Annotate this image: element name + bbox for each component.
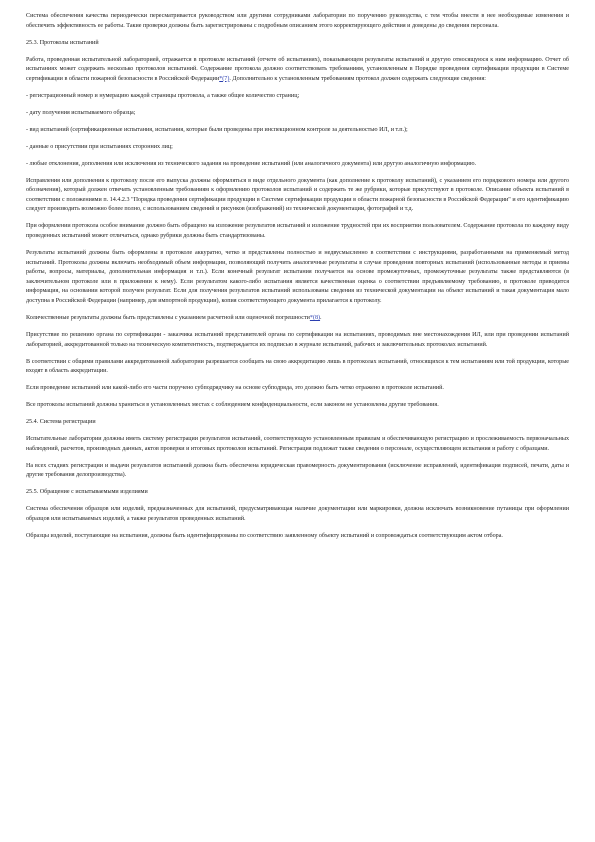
section-heading-25-3: 25.3. Протоколы испытаний [26,39,99,46]
paragraph-test-results: Результаты испытаний должны быть оформлены в протоколе аккуратно, четко и представлены полностью и недвусмысленно в соответствии с инструкциями, разработанными на применяемый метод испытаний. Протоколы должны включать необходимый объем информации, позволяющий получить аналогичные результаты в случае проведения повторных испытаний (использованные методы и приемы работы, вопросы, материалы, дополнительная информация и т.п.). Если конечный результат испытания получается на основе промежуточных, промежуточные результаты также представляются (в заключительном протоколе или в приложении к нему). Если результатом какого-либо испытания является качественная оценка о соответствии предъявляемому требованию, в протоколе приводится информация, на основании которой получен результат. Если для получения результатов испытаний использованы сведения из технической документации на объект испытаний и такая документация мало доступна в Российской Федерации (например, для импортной продукции), копия соответствующего документа прилагается к протоколу. [26,250,569,304]
list-item-deviations: - любые отклонения, дополнения или исключения из технического задания на проведение испытаний (или аналогичного документа) или другую аналогичную информацию. [26,160,477,167]
paragraph-subcontracting: Если проведение испытаний или какой-либо его части поручено субподрядчику на основе субподряда, это должно быть четко отражено в протоколе испытаний. [26,385,444,392]
list-item-registration-number: - регистрационный номер и нумерацию каждой страницы протокола, а также общее количество страниц; [26,92,300,99]
paragraph-sample-handling: Система обеспечения образцов или изделий, предназначенных для испытаний, предусматривающая наличие документации или маркировки, должна исключать возникновение путаницы при оформлении образцов или испытываемых изделий, а также результатов проведенных испытаний. [26,506,569,522]
paragraph-registration-system: Испытательные лаборатории должны иметь систему регистрации результатов испытаний, соответствующую установленным правилам и обеспечивающую регистрацию и прослеживаемость первоначальных наблюдений, расчетов, производных данных, актов проверки и итоговых протоколов испытаний. Регистрация подлежат также сведения о персонале, осуществляющем испытания и работу с образцами. [26,436,569,452]
list-item-sample-date: - дату получения испытываемого образца; [26,109,136,116]
list-item-test-type: - вид испытаний (сертификационные испытания, испытания, которые были проведены при инспекционном контроле за деятельностью ИЛ, и т.п.); [26,126,408,133]
footnote-link-7[interactable]: *(7) [219,75,230,82]
list-item-third-parties: - данные о присутствии при испытаниях сторонних лиц; [26,143,173,150]
paragraph-report-amendments: Исправления или дополнения к протоколу после его выпуска должны оформляться в виде отдельного документа (как дополнение к протоколу испытаний), с указанием его порядкового номера или другого обозначения), который должен отвечать установленным требованиям к оформлению протоколов испытаний и содержать те же рубрики, которые присутствуют в протоколе. Описание объекта испытаний в соответствии с положениями п. 14.4.2.3 "Порядка проведения сертификации продукции в Системе сертификации продукции в области пожарной безопасности в Российской Федерации" и его идентификацию следует производить возможно более полно, с использованием сведений и рисунков (изображений) из технической документации, фотографий и т.д. [26,177,569,213]
paragraph-test-report-content: Работа, проведенная испытательной лабораторией, отражается в протоколе испытаний (отчете об испытаниях), показывающем результаты испытаний и другую относящуюся к ним информацию. Отчет об испытаниях может содержать несколько протоколов испытаний. Содержание протокола должно соответствовать требованиям, установленным в Порядке проведения сертификации продукции в Системе сертификации в области пожарной безопасности в Российской Федерации*(7). Дополнительно к установленным требованиям протокол должен содержать следующие сведения: [26,56,569,82]
paragraph-quality-system-review: Система обеспечения качества периодически пересматривается руководством или другими сотрудниками лаборатории по поручению руководства, с тем чтобы внести в нее необходимые изменения и обеспечить эффективность ее работы. Такие проверки должны быть зарегистрированы с подробным описанием этого корректирующего действия и доведены до сведения персонала. [26,13,569,29]
section-heading-25-5: 25.5. Обращение с испытываемыми изделиями [26,489,148,496]
paragraph-sample-identification: Образцы изделий, поступающие на испытания, должны быть идентифицированы по соответствию заявленному объекту испытаний и сопровождаться соответствующим актом отбора. [26,532,503,539]
paragraph-certification-body-presence: Присутствие по решению органа по сертификации - заказчика испытаний представителей органа по сертификации на испытаниях, проводимых вне местонахождения ИЛ, или при проведении испытаний лабораторией, аккредитованной только на техническую компетентность, подтверждается их подписью в журнале испытаний, рабочих и заключительных протоколах испытаний. [26,331,569,348]
paragraph-legal-documentation: На всех стадиях регистрации и выдачи результатов испытаний должна быть обеспечена юридическая правомерность документирования (исключение исправлений, идентификация подписей, печати, даты и другие требования делопроизводства). [26,462,569,479]
paragraph-report-presentation: При оформлении протокола особое внимание должно быть обращено на изложение результатов испытаний и изложение трудностей при их восприятии пользователем. Содержание протокола по каждому виду проведенных испытаний может отличаться, однако рубрики должны быть стандартизованы. [26,223,569,240]
footnote-link-8[interactable]: *(8) [309,314,321,321]
paragraph-accreditation-reference: В соответствии с общими правилами аккредитованной лаборатории разрешается сообщать на свою аккредитацию лишь в протоколах испытаний, относящихся к тем испытаниям или той продукции, которые входят в область аккредитации. [26,358,569,375]
paragraph-report-storage: Все протоколы испытаний должны храниться в установленных местах с соблюдением конфиденциальности, если законом не установлены другие требования. [26,402,439,409]
paragraph-quantitative-results: Количественные результаты должны быть представлены с указанием расчетной или оценочной погрешности*(8). [26,314,322,321]
section-heading-25-4: 25.4. Система регистрации [26,419,96,426]
